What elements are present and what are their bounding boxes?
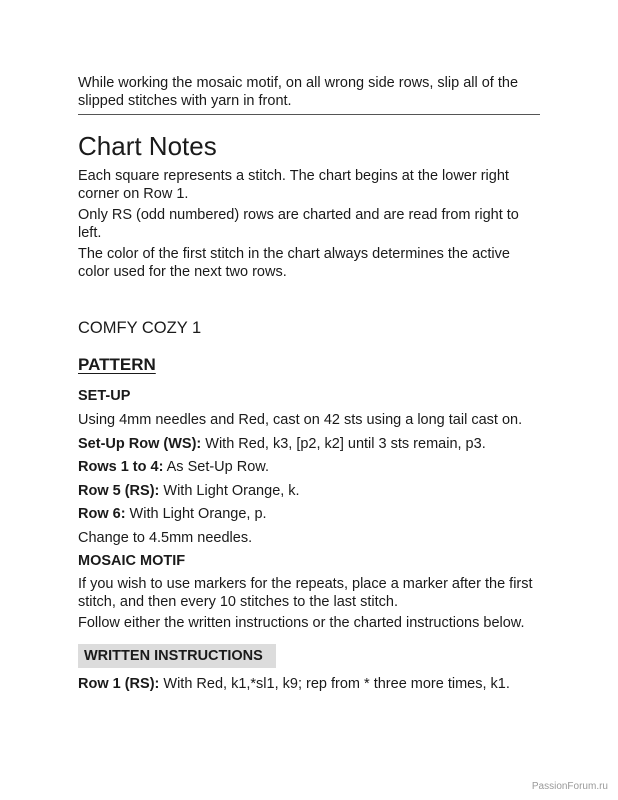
chart-note-1: Each square represents a stitch. The chart begins at the lower right corner on Row 1. [78, 168, 509, 202]
row-text: With Red, k1,*sl1, k9; rep from * three more times, k1. [159, 676, 510, 692]
watermark: PassionForum.ru [531, 781, 608, 792]
mosaic-follow-note: Follow either the written instructions or the charted instructions below. [78, 615, 525, 631]
chart-note-3: The color of the first stitch in the chart always determines the active color used for the next two rows. [78, 246, 510, 280]
row-label: Rows 1 to 4: [78, 459, 164, 475]
pattern-heading: PATTERN [78, 355, 156, 374]
pattern-name: COMFY COZY 1 [78, 319, 202, 337]
setup-cast-on: Using 4mm needles and Red, cast on 42 sts using a long tail cast on. [78, 412, 523, 428]
setup-change-needles: Change to 4.5mm needles. [78, 529, 253, 546]
row-label: Row 5 (RS): [78, 482, 160, 499]
row-text: With Light Orange, p. [125, 506, 267, 522]
mosaic-markers-note: If you wish to use markers for the repeats, place a marker after the first stitch, and then every 10 stitches to the last stitch. [78, 576, 533, 610]
written-instructions-banner [78, 644, 276, 668]
intro-paragraph: While working the mosaic motif, on all wrong side rows, slip all of the slipped stitches with yarn in front. [78, 75, 519, 109]
row-label: Row 6: [78, 506, 126, 522]
setup-heading: SET-UP [78, 388, 131, 404]
mosaic-heading: MOSAIC MOTIF [78, 553, 186, 569]
mosaic-section [78, 575, 548, 635]
setup-row [78, 435, 548, 453]
row-label: Row 1 (RS): [78, 676, 160, 692]
row-text: With Light Orange, k. [159, 482, 300, 499]
setup-section [78, 411, 548, 552]
written-row-1 [78, 675, 548, 693]
chart-note-2: Only RS (odd numbered) rows are charted and are read from right to left. [78, 207, 519, 241]
setup-row [78, 458, 548, 476]
row-text: As Set-Up Row. [163, 459, 269, 475]
setup-row [78, 482, 548, 500]
written-instructions-heading: WRITTEN INSTRUCTIONS [84, 648, 263, 664]
chart-notes-body [78, 167, 542, 284]
row-label: Set-Up Row (WS): [78, 435, 202, 452]
chart-notes-title: Chart Notes [78, 131, 217, 161]
setup-row [78, 505, 548, 523]
section-divider [78, 114, 540, 115]
row-text: With Red, k3, [p2, k2] until 3 sts remain, p3. [201, 435, 486, 452]
